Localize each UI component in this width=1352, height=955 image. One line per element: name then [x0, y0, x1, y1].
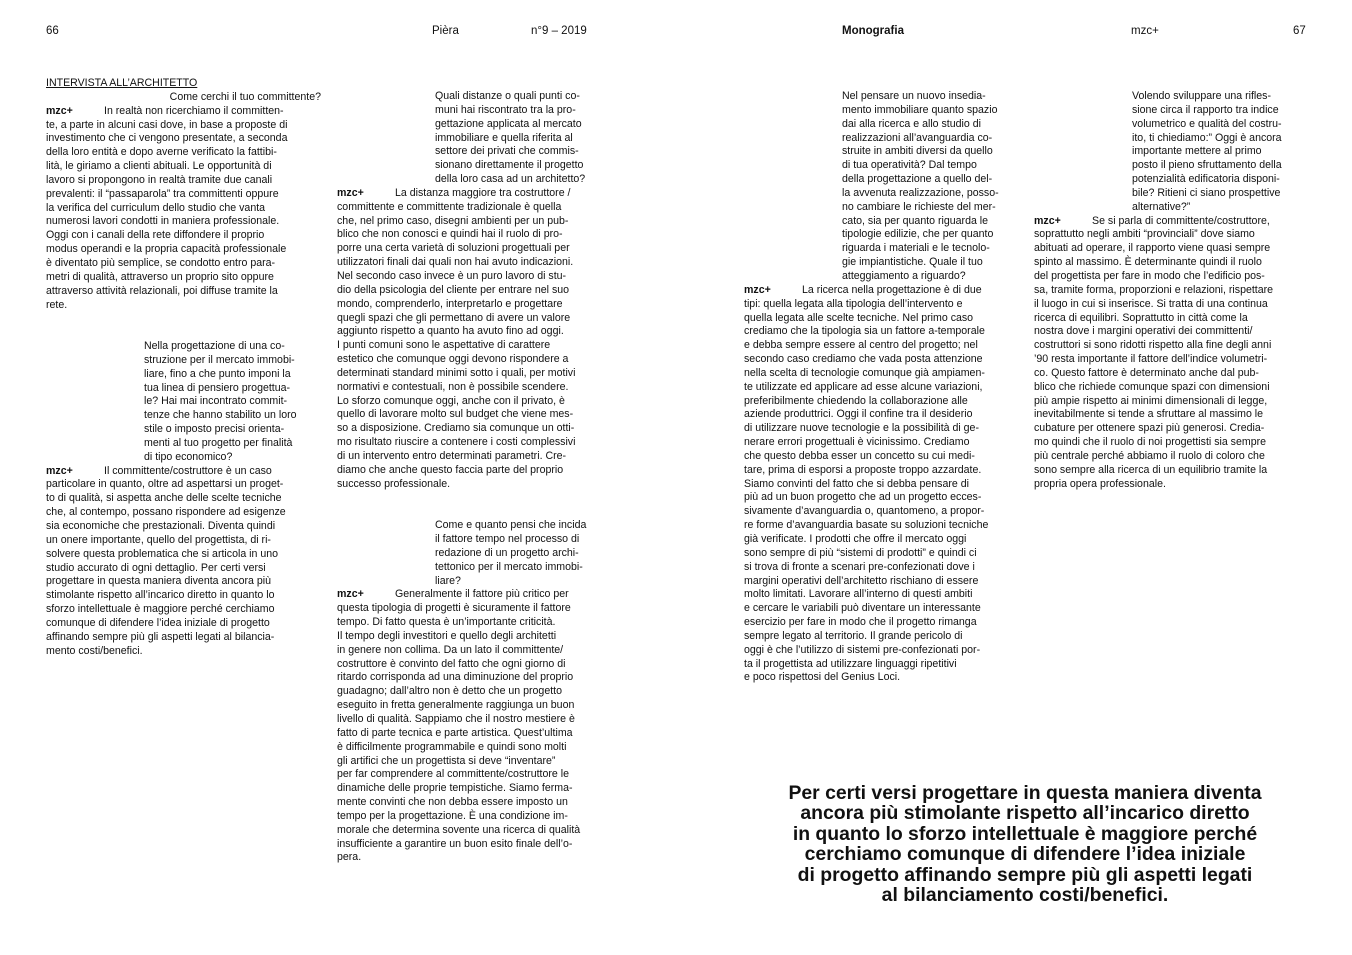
text-line: più ampie rispetto ai minimi dimensionali di legge,: [1034, 394, 1268, 407]
magazine-name: Pièra: [432, 25, 459, 37]
text-line: particolare in quanto, oltre ad aspettarsi un proget-: [46, 478, 284, 491]
text-line: tempo. Di fatto questa è un’importante criticità.: [337, 616, 556, 629]
text-line: dio della psicologia del cliente per entrare nel suo: [337, 283, 570, 296]
text-line: I punti comuni sono le aspettative di carattere: [337, 339, 551, 352]
text-line: Per certi versi progettare in questa maniera diventa: [788, 782, 1262, 804]
text-line: che, al contempo, possano rispondere ad esigenze: [46, 506, 286, 519]
text-line: la avvenuta realizzazione, posso-: [842, 186, 999, 199]
text-line: soprattutto negli ambiti “provinciali” dove siamo: [1034, 228, 1255, 241]
issue-number: n°9 – 2019: [531, 25, 587, 37]
text-line: affinando sempre più gli aspetti legati al bilancia-: [46, 630, 275, 643]
text-line: stimolante rispetto all’incarico diretto in quanto lo: [46, 589, 275, 602]
text-line: liare, fino a che punto imponi la: [144, 367, 291, 380]
text-line: ricerca di equilibri. Soprattutto in città come la: [1034, 311, 1248, 324]
text-line: studio accurato di ogni dettaglio. Per certi versi: [46, 561, 266, 574]
text-line: importante mettere al primo: [1132, 145, 1262, 158]
column-1: [46, 77, 321, 658]
text-line: redazione di un progetto archi-: [435, 546, 579, 559]
text-line: mo risultato riuscire a contenere i costi complessivi: [337, 436, 576, 449]
pull-quote: [740, 783, 1310, 905]
answer: [337, 602, 612, 865]
text-line: no cambiare le richieste del mer-: [842, 200, 996, 213]
text-line: della loro casa ad un architetto?: [435, 173, 586, 186]
answer: [337, 201, 612, 492]
text-line: più ad un buon progetto che ad un progetto ecces-: [744, 491, 982, 504]
text-line: riguarda i materiali e le tecnolo-: [842, 242, 990, 255]
text-line: sempre legato al territorio. Il grande pericolo di: [744, 629, 963, 642]
text-line: Il tempo degli investitori e quello degli architetti: [337, 629, 557, 642]
question: [1034, 90, 1309, 215]
text-line: tua linea di pensiero progettua-: [144, 381, 291, 394]
text-line: oggi è che l’utilizzo di sistemi pre-confezionati por-: [744, 643, 981, 656]
text-line: tettonico per il mercato immobi-: [435, 560, 583, 573]
text-line: cubature per ottenere spazi più generosi. Credia-: [1034, 422, 1265, 435]
right-page-number: 67: [1293, 25, 1306, 37]
text-line: mente convinti che non debba essere imposto un: [337, 796, 568, 809]
text-line: aziende produttrici. Oggi il confine tra il desiderio: [744, 408, 973, 421]
text-line: estetico che comunque oggi devono rispondere a: [337, 353, 569, 366]
text-line: Nel secondo caso invece è un puro lavoro di stu-: [337, 269, 567, 282]
text-line: pera.: [337, 851, 362, 864]
text-line: quella legata alle scelte tecniche. Nel primo caso: [744, 311, 974, 324]
text-line: utilizzatori finali dai quali non hai avuto indicazioni.: [337, 256, 574, 269]
speaker-tag: mzc+: [744, 283, 771, 296]
answer: [1034, 228, 1309, 491]
text-line: sionano direttamente il progetto: [435, 159, 584, 172]
answer: [744, 298, 1019, 686]
text-line: è diventato più semplice, se condotto entro para-: [46, 256, 276, 269]
text-line: e cercare le variabili può diventare un interessante: [744, 602, 981, 615]
text-line: nostra dove i margini operativi dei committenti/: [1034, 325, 1253, 338]
text-line: in quanto lo sforzo intellettuale è maggiore perché: [792, 822, 1258, 845]
text-line: sforzo intellettuale è maggiore perché cerchiamo: [46, 603, 275, 616]
text-line: atteggiamento a riguardo?: [842, 269, 966, 282]
text-line: quegli spazi che gli permettano di avere un valore: [337, 311, 571, 324]
answer-first-line: mzc+ In realtà non ricerchiamo il committen-: [46, 104, 284, 117]
answer-first-line: mzc+ La ricerca nella progettazione è di due: [744, 283, 982, 296]
answer-first-line: mzc+ Il committente/costruttore è un caso: [46, 464, 272, 477]
text-line: nerare errori progettuali è vicinissimo. Crediamo: [744, 436, 970, 449]
text-line: progettare in questa maniera diventa ancora più: [46, 575, 271, 588]
text-line: prevalenti: il “passaparola” tra committenti oppure: [46, 187, 279, 200]
answer: [46, 478, 321, 658]
text-line: lità, le giriamo a clienti abituali. Le opportunità di: [46, 160, 272, 173]
text-line: muni hai riscontrato tra la pro-: [435, 103, 576, 116]
text-line: so a disposizione. Crediamo sia comunque un otti-: [337, 422, 575, 435]
text-line: guadagno; dall’altro non è detto che un progetto: [337, 685, 562, 698]
text-line: sivamente d’avanguardia o, quantomeno, a propor-: [744, 505, 985, 518]
text-line: posto il pieno sfruttamento della: [1132, 159, 1282, 172]
text-line: numerosi lavori condotti in maniera professionale.: [46, 215, 280, 228]
text-line: crediamo che la tipologia sia un fattore a-temporale: [744, 325, 985, 338]
author-name: mzc+: [1131, 25, 1159, 37]
text-line: morale che determina sovente una ricerca di qualità: [337, 823, 581, 836]
text-line: metri di qualità, attraverso un proprio sito oppure: [46, 270, 274, 283]
text-line: struite in ambiti diversi da quello: [842, 145, 993, 158]
text-line: immobiliare e quella riferita al: [435, 131, 573, 144]
answer-first-line: mzc+ La distanza maggiore tra costruttore /: [337, 186, 571, 199]
text-line: di utilizzare nuove tecnologie e la possibilità di ge-: [744, 422, 979, 435]
text-line: insufficiente a garantire un buon esito finale dell’o-: [337, 837, 573, 850]
text-line: esercizio per fare in modo che il progetto rimanga: [744, 616, 977, 629]
text-line: cerchiamo comunque di difendere l’idea iniziale: [804, 843, 1246, 866]
text-line: investimento che ci vengono presentate, a seconda: [46, 132, 288, 145]
text-line: ritardo corrisponda ad una diminuzione del proprio: [337, 671, 574, 684]
text-line: il luogo in cui si inserisce. Si tratta di una continua: [1034, 297, 1268, 310]
column-3: [744, 90, 1019, 685]
text-line: tempo per la progettazione. È una condizione im-: [337, 809, 568, 822]
text-line: sa, tramite forma, proporzioni e relazioni, rispettare: [1034, 283, 1274, 296]
text-line: eseguito in fretta generalmente raggiunga un buon: [337, 699, 575, 712]
text-line: più centrale perché abbiamo il ruolo di coloro che: [1034, 449, 1265, 462]
text-line: modus operandi e la propria capacità professionale: [46, 243, 287, 256]
text-line: Siamo convinti del fatto che si debba pensare di: [744, 477, 969, 490]
text-line: costruttori si sono ridotti rispetto alla fine degli anni: [1034, 339, 1272, 352]
text-line: nella scelta di tecnologie comunque già ampiamen-: [744, 366, 985, 379]
text-line: costruttore è convinto del fatto che ogni giorno di: [337, 657, 566, 670]
text-line: livello di qualità. Sappiamo che il nostro mestiere è: [337, 712, 575, 725]
text-line: di tipo economico?: [144, 450, 233, 463]
text-line: gie impiantistiche. Quale il tuo: [842, 256, 983, 269]
text-line: per far comprendere al committente/costruttore le: [337, 768, 569, 781]
text-line: di un intervento entro determinati parametri. Cre-: [337, 449, 567, 462]
text-line: si trova di fronte a scenari pre-confezionati dove i: [744, 560, 975, 573]
text-line: spinto al massimo. È determinante quindi il ruolo: [1034, 256, 1262, 269]
text-line: un onere importante, quello del progettista, di ri-: [46, 533, 271, 546]
text-line: che, nel primo caso, disegni ambienti per un pub-: [337, 214, 569, 227]
text-line: potenzialità edificatoria disponi-: [1132, 173, 1280, 186]
answer-first-line: mzc+ Generalmente il fattore più critico per: [337, 588, 569, 601]
text-line: struzione per il mercato immobi-: [144, 353, 295, 366]
text-line: fatto di parte tecnica e parte artistica. Quest’ultima: [337, 726, 573, 739]
text-line: co. Questo fattore è determinato anche dal pub-: [1034, 366, 1259, 379]
text-line: alternative?”: [1132, 200, 1191, 213]
text-line: settore dei privati che commis-: [435, 145, 579, 158]
text-line: sia economiche che prestazionali. Diventa quindi: [46, 520, 276, 532]
text-line: le? Hai mai incontrato commit-: [144, 395, 288, 408]
text-line: aggiunto rispetto a quanto ha avuto fino ad oggi.: [337, 325, 564, 338]
text-line: rete.: [46, 298, 68, 311]
text-line: secondo caso crediamo che vada posta attenzione: [744, 353, 983, 366]
text-line: il fattore tempo nel processo di: [435, 533, 580, 545]
text-line: abituati ad operare, il rapporto viene quasi sempre: [1034, 242, 1271, 255]
text-line: molto limitati. Lavorare all’interno di questi ambiti: [744, 588, 973, 601]
text-line: la verifica del curriculum dello studio che vanta: [46, 201, 266, 214]
text-line: margini operativi dell’architetto rischiano di essere: [744, 574, 979, 587]
text-line: Come e quanto pensi che incida: [435, 519, 587, 532]
article-title: INTERVISTA ALL’ARCHITETTO: [46, 77, 198, 89]
text-line: determinati standard minimi sotto i quali, per motivi: [337, 366, 576, 379]
question: [337, 519, 612, 588]
text-line: tare, prima di esporsi a proposte troppo azzardate.: [744, 463, 982, 476]
answer-first-line: mzc+ Se si parla di committente/costruttore,: [1034, 214, 1270, 227]
text-line: Oggi con i canali della rete diffondere il proprio: [46, 229, 265, 242]
text-line: mento costi/benefici.: [46, 644, 143, 657]
text-line: mo quindi che il ruolo di noi progettisti sia sempre: [1034, 436, 1267, 449]
text-line: preferibilmente chiedendo la collaborazione alle: [744, 394, 968, 407]
text-line: to di qualità, si aspetta anche delle scelte tecniche: [46, 492, 282, 505]
question: Come cerchi il tuo committente?: [169, 90, 321, 103]
question: [744, 90, 1019, 284]
text-line: stile o imposto precisi orienta-: [144, 423, 285, 436]
speaker-tag: mzc+: [337, 186, 364, 199]
text-line: Volendo sviluppare una rifles-: [1132, 90, 1271, 102]
text-line: dinamiche delle proprie tempistiche. Siamo ferma-: [337, 782, 573, 795]
text-line: ta il progettista ad utilizzare linguaggi ripetitivi: [744, 657, 957, 670]
text-line: e debba sempre essere al centro del progetto; nel: [744, 339, 978, 352]
text-line: blico che richiede comunque spazi con dimensioni: [1034, 380, 1270, 393]
column-2: [337, 90, 612, 865]
text-line: blico che non conosci e quindi hai il ruolo di pro-: [337, 228, 563, 241]
text-line: te, a parte in alcuni casi dove, in base a proposte di: [46, 118, 288, 131]
text-line: mondo, comprenderlo, interpretarlo e progettare: [337, 297, 563, 310]
left-page-number: 66: [46, 25, 59, 37]
text-line: già verificate. I prodotti che offre il mercato oggi: [744, 533, 967, 545]
text-line: sono sempre alla ricerca di un equilibrio tramite la: [1034, 463, 1268, 476]
text-line: è difficilmente programmabile e quindi sono molti: [337, 740, 567, 753]
text-line: Lo sforzo comunque oggi, anche con il privato, è: [337, 394, 565, 407]
text-line: bile? Ritieni ci siano prospettive: [1132, 186, 1281, 199]
text-line: propria opera professionale.: [1034, 477, 1166, 490]
text-line: Quali distanze o quali punti co-: [435, 90, 580, 102]
text-line: di progetto affinando sempre più gli aspetti legati: [797, 863, 1253, 886]
text-line: liare?: [435, 574, 461, 587]
text-line: successo professionale.: [337, 477, 451, 490]
text-line: in genere non collima. Da un lato il committente/: [337, 643, 564, 656]
text-line: tenze che hanno stabilito un loro: [144, 409, 297, 422]
text-line: ito, ti chiediamo:” Oggi è ancora: [1132, 131, 1282, 144]
text-line: sione circa il rapporto tra indice: [1132, 103, 1279, 116]
text-line: diamo che anche questo faccia parte del proprio: [337, 463, 564, 476]
question: [46, 340, 321, 465]
text-line: comunque di difendere l’idea iniziale di progetto: [46, 616, 270, 629]
text-line: e poco rispettosi del Genius Loci.: [744, 671, 901, 684]
text-line: questa tipologia di progetti è sicuramente il fattore: [337, 602, 571, 615]
text-line: Nella progettazione di una co-: [144, 340, 285, 353]
text-line: te utilizzate ed applicare ad esse alcune variazioni,: [744, 380, 983, 393]
text-line: del progettista per fare in modo che l’edificio pos-: [1034, 269, 1265, 282]
text-line: mento immobiliare quanto spazio: [842, 103, 998, 116]
question: [337, 90, 612, 187]
text-line: committente e committente tradizionale è quella: [337, 200, 562, 213]
column-4: [1034, 90, 1309, 491]
text-line: gettazione applicata al mercato: [435, 117, 582, 130]
answer: [46, 119, 321, 313]
text-line: realizzazioni all’avanguardia co-: [842, 131, 993, 144]
text-line: che questo debba esser un concetto su cui medi-: [744, 449, 975, 462]
section-title: Monografia: [842, 25, 904, 37]
text-line: volumetrico e qualità del costru-: [1132, 117, 1282, 130]
text-line: re forme d’avanguardia basate su soluzioni tecniche: [744, 519, 989, 532]
text-line: della progettazione a quello del-: [842, 173, 993, 186]
text-line: Nel pensare un nuovo insedia-: [842, 90, 986, 102]
text-line: tipi: quella legata alla tipologia dell’intervento e: [744, 297, 963, 310]
text-line: gli artifici che un progettista si deve “inventare”: [337, 754, 556, 767]
text-line: porre una certa varietà di soluzioni progettuali per: [337, 242, 570, 255]
text-line: normativi e contestuali, non è possibile scendere.: [337, 380, 569, 393]
text-line: al bilanciamento costi/benefici.: [881, 884, 1169, 907]
text-line: solvere questa problematica che si articola in uno: [46, 547, 279, 560]
text-line: cato, sia per quanto riguarda le: [842, 214, 989, 227]
text-line: inevitabilmente si tende a sfruttare al massimo le: [1034, 408, 1264, 421]
speaker-tag: mzc+: [46, 104, 73, 117]
text-line: sono sempre di più “sistemi di prodotti” e quindi ci: [744, 546, 977, 559]
text-line: attraverso attività relazionali, poi diffuse tramite la: [46, 284, 278, 297]
text-line: ancora più stimolante rispetto all’incarico diretto: [800, 802, 1250, 825]
text-line: ’90 resta importante il fattore dell’indice volumetri-: [1034, 353, 1268, 366]
text-line: quello di lavorare molto sul budget che viene mes-: [337, 408, 574, 421]
speaker-tag: mzc+: [46, 464, 73, 477]
text-line: tipologie edilizie, che per quanto: [842, 228, 994, 241]
speaker-tag: mzc+: [337, 588, 364, 601]
text-line: dai alla ricerca e allo studio di: [842, 117, 981, 130]
text-line: lavoro si propongono in realtà tramite due canali: [46, 173, 273, 186]
speaker-tag: mzc+: [1034, 214, 1061, 227]
text-line: della loro entità e dopo averne verificato la fattibi-: [46, 146, 277, 159]
text-line: menti al tuo progetto per finalità: [144, 436, 293, 449]
text-line: di tua operatività? Dal tempo: [842, 159, 977, 172]
